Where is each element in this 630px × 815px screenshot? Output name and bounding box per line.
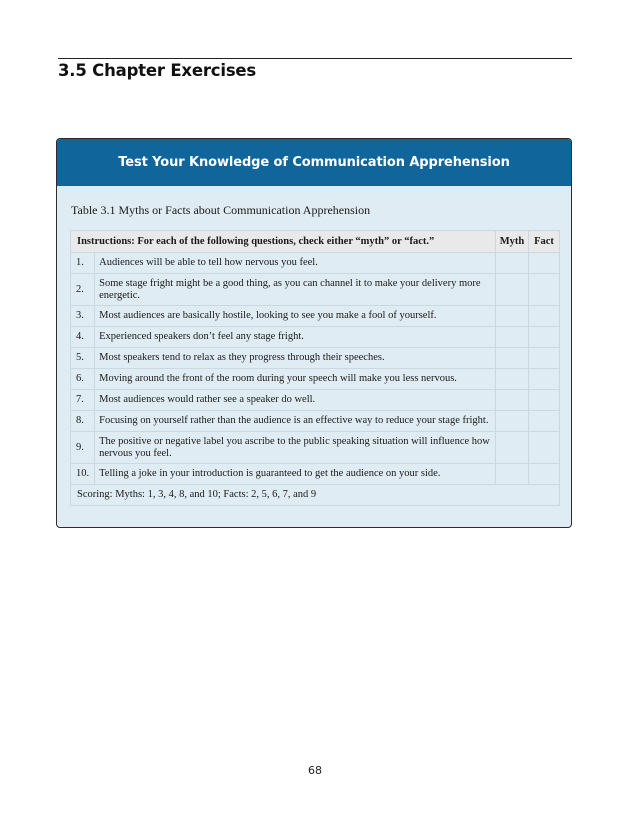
fact-checkbox-cell[interactable] <box>529 274 560 306</box>
section-heading: 3.5 Chapter Exercises <box>58 61 257 80</box>
row-number: 1. <box>71 253 95 274</box>
table-caption: Table 3.1 Myths or Facts about Communication Apprehension <box>71 203 371 217</box>
myth-checkbox-cell[interactable] <box>496 432 529 464</box>
myth-checkbox-cell[interactable] <box>496 411 529 432</box>
myth-checkbox-cell[interactable] <box>496 253 529 274</box>
row-number: 8. <box>71 411 95 432</box>
fact-checkbox-cell[interactable] <box>529 327 560 348</box>
top-rule <box>58 58 572 59</box>
myth-checkbox-cell[interactable] <box>496 464 529 485</box>
fact-checkbox-cell[interactable] <box>529 464 560 485</box>
statement: The positive or negative label you ascribe to the public speaking situation will influence how nervous you feel. <box>95 432 496 464</box>
scoring-key: Scoring: Myths: 1, 3, 4, 8, and 10; Facts: 2, 5, 6, 7, and 9 <box>71 485 560 506</box>
row-number: 6. <box>71 369 95 390</box>
row-number: 4. <box>71 327 95 348</box>
row-number: 5. <box>71 348 95 369</box>
table-row <box>71 464 560 485</box>
statement: Moving around the front of the room during your speech will make you less nervous. <box>95 369 496 390</box>
instructions-header: Instructions: For each of the following questions, check either “myth” or “fact.” <box>71 231 496 253</box>
myth-checkbox-cell[interactable] <box>496 327 529 348</box>
table-row <box>71 327 560 348</box>
statement: Most audiences are basically hostile, looking to see you make a fool of yourself. <box>95 306 496 327</box>
table-row <box>71 253 560 274</box>
myth-checkbox-cell[interactable] <box>496 348 529 369</box>
fact-checkbox-cell[interactable] <box>529 306 560 327</box>
row-number: 2. <box>71 274 95 306</box>
scoring-row <box>71 485 560 506</box>
table-header-row <box>71 231 560 253</box>
row-number: 3. <box>71 306 95 327</box>
myth-checkbox-cell[interactable] <box>496 274 529 306</box>
fact-checkbox-cell[interactable] <box>529 253 560 274</box>
statement: Some stage fright might be a good thing, as you can channel it to make your delivery more energetic. <box>95 274 496 306</box>
statement: Focusing on yourself rather than the audience is an effective way to reduce your stage fright. <box>95 411 496 432</box>
row-number: 10. <box>71 464 95 485</box>
table-row <box>71 274 560 306</box>
statement: Most speakers tend to relax as they progress through their speeches. <box>95 348 496 369</box>
statement: Most audiences would rather see a speaker do well. <box>95 390 496 411</box>
exercise-box-title: Test Your Knowledge of Communication Apprehension <box>57 139 571 186</box>
table-row <box>71 348 560 369</box>
exercise-box <box>56 138 572 528</box>
statement: Telling a joke in your introduction is guaranteed to get the audience on your side. <box>95 464 496 485</box>
fact-checkbox-cell[interactable] <box>529 369 560 390</box>
table-row <box>71 411 560 432</box>
statement: Audiences will be able to tell how nervous you feel. <box>95 253 496 274</box>
fact-checkbox-cell[interactable] <box>529 390 560 411</box>
table-row <box>71 390 560 411</box>
myth-checkbox-cell[interactable] <box>496 390 529 411</box>
myth-column-header: Myth <box>496 231 529 253</box>
fact-checkbox-cell[interactable] <box>529 432 560 464</box>
row-number: 9. <box>71 432 95 464</box>
table-row <box>71 432 560 464</box>
page-number: 68 <box>308 764 322 777</box>
myth-fact-table <box>70 230 560 506</box>
myth-checkbox-cell[interactable] <box>496 369 529 390</box>
fact-checkbox-cell[interactable] <box>529 348 560 369</box>
fact-column-header: Fact <box>529 231 560 253</box>
fact-checkbox-cell[interactable] <box>529 411 560 432</box>
table-row <box>71 369 560 390</box>
row-number: 7. <box>71 390 95 411</box>
myth-checkbox-cell[interactable] <box>496 306 529 327</box>
statement: Experienced speakers don’t feel any stage fright. <box>95 327 496 348</box>
table-row <box>71 306 560 327</box>
